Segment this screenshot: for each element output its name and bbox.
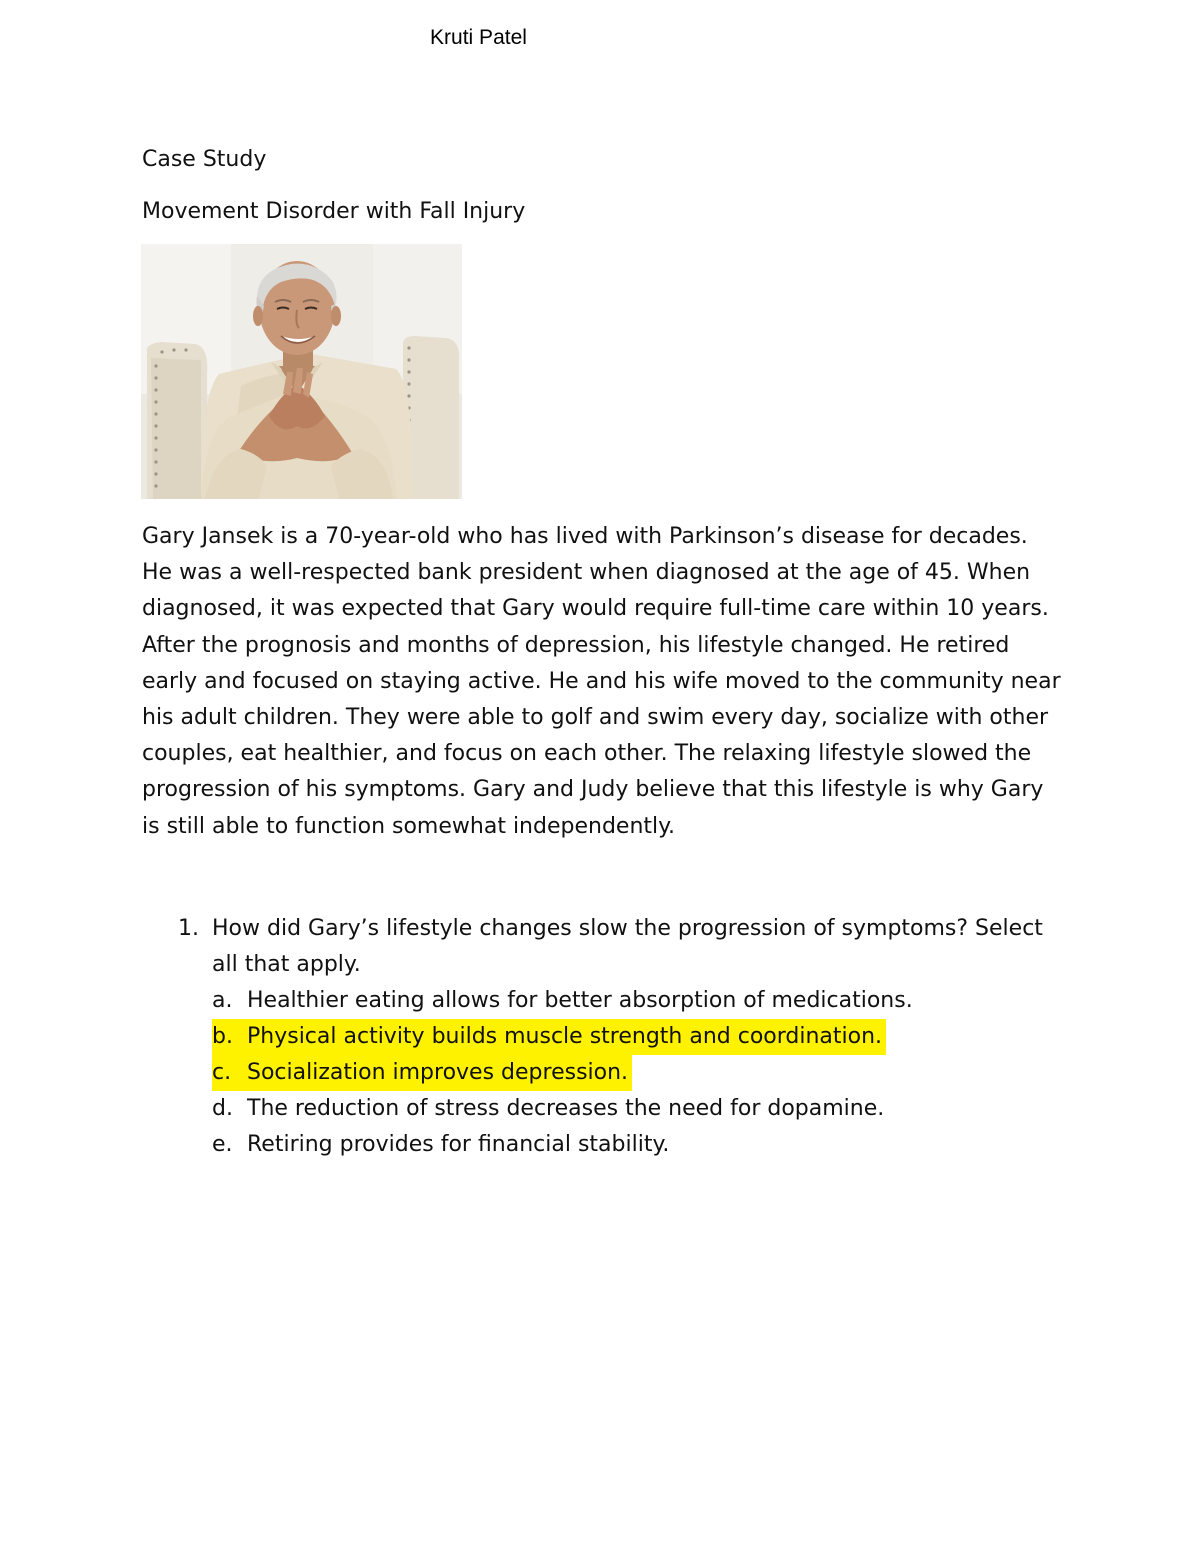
answer-option-c	[142, 1055, 1082, 1091]
option-text: The reduction of stress decreases the need for dopamine.	[247, 1096, 885, 1121]
narrative-line: After the prognosis and months of depression, his lifestyle changed. He retired	[142, 632, 1010, 658]
narrative-line: is still able to function somewhat independently.	[142, 813, 675, 839]
photo-elderly-man	[141, 244, 462, 499]
question-text: all that apply.	[212, 952, 361, 977]
highlighted-option	[212, 1019, 886, 1055]
narrative-line: progression of his symptoms. Gary and Judy believe that this lifestyle is why Gary	[142, 777, 1044, 803]
option-letter: e.	[212, 1132, 233, 1157]
answer-option-a	[142, 983, 1082, 1019]
case-narrative	[142, 519, 1082, 845]
doc-title: Case Study	[142, 147, 267, 172]
answer-option-d	[142, 1091, 1082, 1127]
option-letter: d.	[212, 1096, 233, 1121]
highlighted-option	[212, 1055, 632, 1091]
question-number: 1.	[178, 916, 199, 941]
narrative-line: his adult children. They were able to golf and swim every day, socialize with other	[142, 705, 1049, 731]
option-text: Physical activity builds muscle strength and coordination.	[247, 1024, 883, 1049]
question-stem-line	[142, 947, 1082, 983]
narrative-line: He was a well-respected bank president when diagnosed at the age of 45. When	[142, 560, 1031, 586]
option-text: Socialization improves depression.	[247, 1060, 629, 1085]
question-text: How did Gary’s lifestyle changes slow the progression of symptoms? Select	[212, 916, 1043, 941]
option-text: Healthier eating allows for better absorption of medications.	[247, 988, 913, 1013]
narrative-line: early and focused on staying active. He and his wife moved to the community near	[142, 668, 1061, 694]
narrative-line: diagnosed, it was expected that Gary would require full-time care within 10 years.	[142, 596, 1049, 622]
doc-subtitle: Movement Disorder with Fall Injury	[142, 199, 526, 224]
question-1	[142, 911, 1082, 1163]
answer-option-b	[142, 1019, 1082, 1055]
narrative-line: Gary Jansek is a 70-year-old who has lived with Parkinson’s disease for decades.	[142, 524, 1028, 549]
option-letter: b.	[212, 1024, 233, 1049]
option-letter: a.	[212, 988, 233, 1013]
question-stem-line	[142, 911, 1082, 947]
narrative-line: couples, eat healthier, and focus on each other. The relaxing lifestyle slowed the	[142, 741, 1032, 767]
option-letter: c.	[212, 1060, 232, 1085]
header-author-name: Kruti Patel	[430, 26, 527, 49]
option-text: Retiring provides for financial stability.	[247, 1132, 670, 1157]
answer-option-e	[142, 1127, 1082, 1163]
